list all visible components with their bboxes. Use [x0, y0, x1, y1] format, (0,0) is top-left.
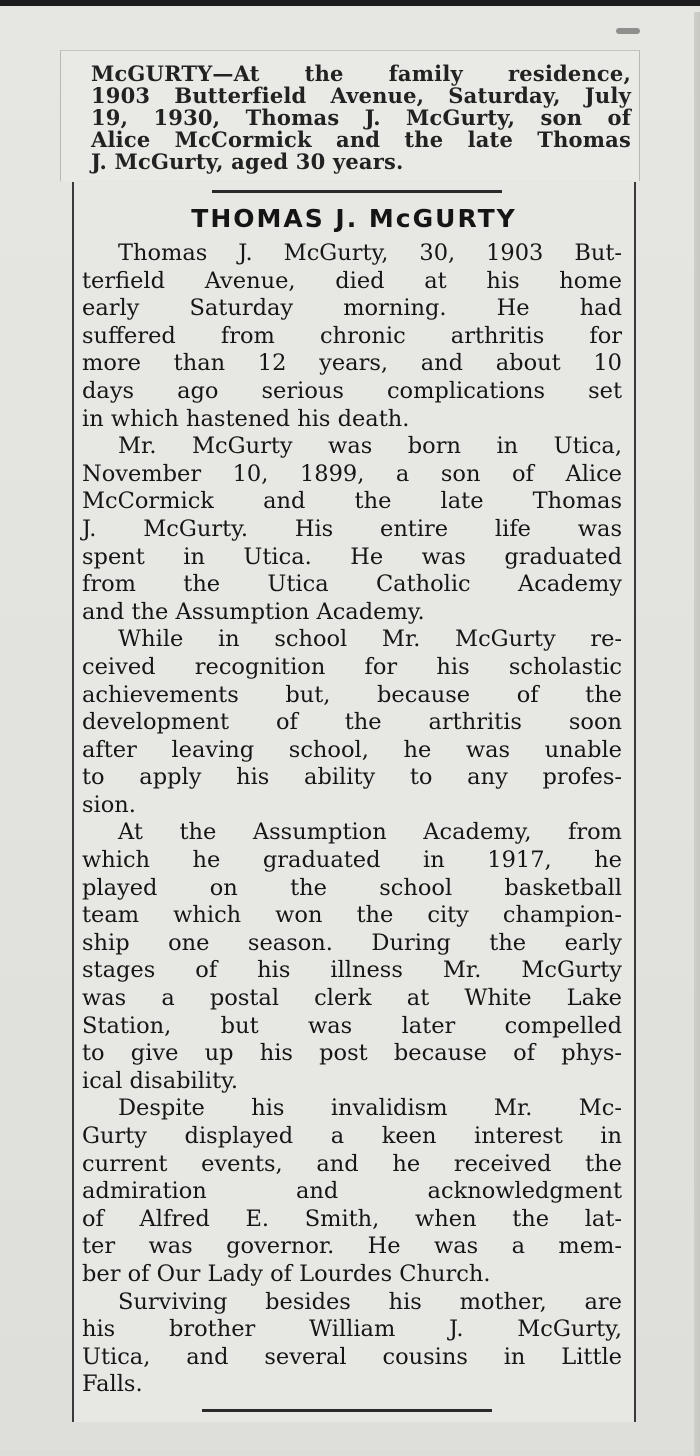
article-line: While in school Mr. McGurty re- [118, 626, 622, 653]
notice-line: McGURTY—At the family residence, [91, 61, 631, 86]
article-line: suffered from chronic arthritis for [82, 322, 622, 349]
article-line: of Alfred E. Smith, when the lat- [82, 1205, 622, 1232]
article-line: ical disability. [82, 1067, 239, 1094]
article-line: sion. [82, 791, 136, 818]
article-line: November 10, 1899, a son of Alice [82, 460, 622, 487]
article-line: team which won the city champion- [82, 902, 622, 929]
death-notice-text [91, 63, 631, 173]
article-line: At the Assumption Academy, from [118, 819, 622, 846]
article-line: to give up his post because of phys- [82, 1040, 622, 1067]
article-line: Falls. [82, 1371, 143, 1398]
article-line: which he graduated in 1917, he [82, 847, 622, 874]
article-line: after leaving school, he was unable [82, 736, 622, 763]
article-line: ceived recognition for his scholastic [82, 653, 622, 680]
article-line: development of the arthritis soon [82, 709, 622, 736]
article-line: Surviving besides his mother, are [118, 1288, 622, 1315]
article-line: and the Assumption Academy. [82, 598, 425, 625]
top-divider-rule [212, 190, 502, 193]
article-line: in which hastened his death. [82, 405, 410, 432]
newspaper-page [0, 6, 700, 1450]
death-notice-clipping [60, 50, 640, 181]
article-line: ber of Our Lady of Lourdes Church. [82, 1260, 491, 1287]
article-line: his brother William J. McGurty, [82, 1316, 622, 1343]
article-line: Utica, and several cousins in Little [82, 1343, 622, 1370]
notice-line: J. McGurty, aged 30 years. [91, 149, 404, 174]
article-line: spent in Utica. He was graduated [82, 543, 622, 570]
notice-line: 19, 1930, Thomas J. McGurty, son of [91, 105, 631, 130]
notice-line: Alice McCormick and the late Thomas [91, 127, 631, 152]
article-headline: THOMAS J. McGURTY [191, 204, 517, 233]
article-line: was a postal clerk at White Lake [82, 985, 622, 1012]
article-line: ship one season. During the early [82, 929, 622, 956]
article-line: Station, but was later compelled [82, 1012, 622, 1039]
article-line: more than 12 years, and about 10 [82, 350, 622, 377]
article-line: Thomas J. McGurty, 30, 1903 But- [118, 240, 622, 266]
article-line: ter was governor. He was a mem- [82, 1233, 622, 1260]
article-line: admiration and acknowledgment [82, 1178, 622, 1205]
ink-smudge [616, 28, 640, 34]
article-line: played on the school basketball [82, 874, 622, 901]
article-line: McCormick and the late Thomas [82, 488, 622, 515]
article-line: days ago serious complications set [82, 377, 622, 404]
article-body [82, 240, 622, 1399]
article-line: Despite his invalidism Mr. Mc- [118, 1095, 622, 1122]
scan-right-edge [694, 12, 700, 1456]
article-line: from the Utica Catholic Academy [82, 571, 622, 598]
article-line: current events, and he received the [82, 1150, 622, 1177]
article-line: early Saturday morning. He had [82, 295, 622, 322]
article-line: terfield Avenue, died at his home [82, 267, 622, 294]
article-line: to apply his ability to any profes- [82, 764, 622, 791]
obituary-article-clipping [72, 182, 636, 1422]
article-line: stages of his illness Mr. McGurty [82, 957, 622, 984]
article-line: Mr. McGurty was born in Utica, [118, 433, 622, 460]
article-line: achievements but, because of the [82, 681, 622, 708]
article-line: Gurty displayed a keen interest in [82, 1123, 622, 1149]
notice-line: 1903 Butterfield Avenue, Saturday, July [91, 83, 631, 108]
article-line: J. McGurty. His entire life was [82, 515, 622, 542]
bottom-divider-rule [202, 1409, 492, 1412]
